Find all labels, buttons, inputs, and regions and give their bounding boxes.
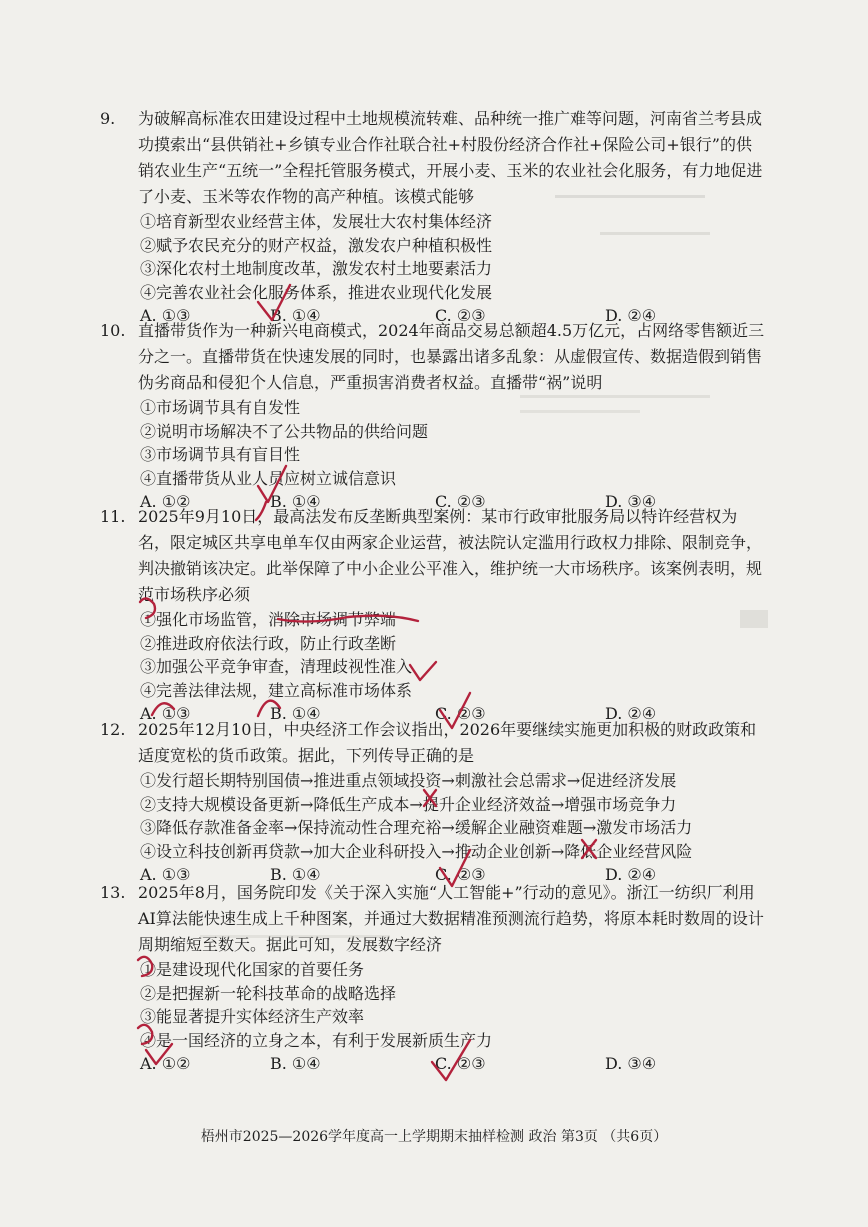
question-number: 13. xyxy=(100,883,126,902)
option-3: ③加强公平竞争审查，清理歧视性准入 xyxy=(140,657,413,676)
question-12 xyxy=(100,717,765,887)
option-2: ②赋予农民充分的财产权益，激发农户种植积极性 xyxy=(140,235,493,255)
question-stem xyxy=(100,717,765,769)
answer-choices xyxy=(140,1052,765,1076)
choice-a: A. ①② xyxy=(140,492,191,511)
choice-a: A. ①③ xyxy=(140,704,191,723)
option-3: ③能显著提升实体经济生产效率 xyxy=(140,1007,365,1026)
choice-c: C. ②③ xyxy=(435,704,486,723)
question-10 xyxy=(100,318,765,514)
question-stem xyxy=(100,504,765,608)
option-2: ②支持大规模设备更新→降低生产成本→提升企业经济效益→增强市场竞争力 xyxy=(140,794,677,814)
choice-d: D. ②④ xyxy=(605,865,657,884)
choice-c: C. ②③ xyxy=(435,492,486,511)
page-footer: 梧州市2025—2026学年度高一上学期期末抽样检测 政治 第3页 （共6页） xyxy=(200,1129,668,1145)
choice-b: B. ①④ xyxy=(270,492,321,511)
option-4: ④完善法律法规，建立高标准市场体系 xyxy=(140,680,413,700)
question-text: 2025年9月10日，最高法发布反垄断典型案例：某市行政审批服务局以特许经营权为名，限定城区共享电单车仅由两家企业运营，被法院认定滥用行政权力排除、限制竞争，判决撤销该决定。此举保障了中小企业公平准入，维护统一大市场秩序。该案例表明，规范市场秩序必须 xyxy=(138,507,763,604)
option-3: ③深化农村土地制度改革，激发农村土地要素活力 xyxy=(140,259,493,278)
option-1: ①市场调节具有自发性 xyxy=(140,398,301,417)
option-3: ③市场调节具有盲目性 xyxy=(140,445,301,464)
question-stem xyxy=(100,318,765,396)
question-stem xyxy=(100,106,765,210)
option-1: ①是建设现代化国家的首要任务 xyxy=(140,960,365,979)
choice-c: C. ②③ xyxy=(435,865,486,884)
question-number: 10. xyxy=(100,321,126,340)
choice-b: B. ①④ xyxy=(270,1054,321,1073)
choice-d: D. ②④ xyxy=(605,704,657,723)
choice-d: D. ③④ xyxy=(605,492,657,511)
choice-d: D. ②④ xyxy=(605,306,657,325)
option-4: ④设立科技创新再贷款→加大企业科研投入→推动企业创新→降低企业经营风险 xyxy=(140,841,693,861)
choice-a: A. ①③ xyxy=(140,865,191,884)
question-number: 9. xyxy=(100,109,116,128)
choice-b: B. ①④ xyxy=(270,306,321,325)
option-4: ④是一国经济的立身之本，有利于发展新质生产力 xyxy=(140,1030,493,1050)
question-text: 2025年12月10日，中央经济工作会议指出，2026年要继续实施更加积极的财政政策和适度宽松的货币政策。据此，下列传导正确的是 xyxy=(138,720,757,765)
question-text: 直播带货作为一种新兴电商模式，2024年商品交易总额超4.5万亿元，占网络零售额近三分之一。直播带货在快速发展的同时，也暴露出诸多乱象：从虚假宣传、数据造假到销售伪劣商品和侵犯个人信息，严重损害消费者权益。直播带“祸”说明 xyxy=(138,321,765,392)
choice-c: C. ②③ xyxy=(435,1054,486,1073)
option-1: ①培育新型农业经营主体，发展壮大农村集体经济 xyxy=(140,212,493,231)
option-3: ③降低存款准备金率→保持流动性合理充裕→缓解企业融资难题→激发市场活力 xyxy=(140,818,693,837)
question-11 xyxy=(100,504,765,726)
option-2: ②是把握新一轮科技革命的战略选择 xyxy=(140,983,397,1003)
choice-a: A. ①② xyxy=(140,1054,191,1073)
question-text: 2025年8月，国务院印发《关于深入实施“人工智能+”行动的意见》。浙江一纺织厂利用AI算法能快速生成上千种图案，并通过大数据精准预测流行趋势，将原本耗时数周的设计周期缩短至数天。据此可知，发展数字经济 xyxy=(138,883,764,954)
question-text: 为破解高标准农田建设过程中土地规模流转难、品种统一推广难等问题，河南省兰考县成功摸索出“县供销社+乡镇专业合作社联合社+村股份经济合作社+保险公司+银行”的供销农业生产“五统一”全程托管服务模式，开展小麦、玉米的农业社会化服务，有力地促进了小麦、玉米等农作物的高产种植。该模式能够 xyxy=(138,109,763,206)
choice-b: B. ①④ xyxy=(270,704,321,723)
option-4: ④完善农业社会化服务体系，推进农业现代化发展 xyxy=(140,282,493,302)
choice-b: B. ①④ xyxy=(270,865,321,884)
option-2: ②推进政府依法行政，防止行政垄断 xyxy=(140,633,397,653)
option-2: ②说明市场解决不了公共物品的供给问题 xyxy=(140,421,429,441)
option-1: ①发行超长期特别国债→推进重点领域投资→刺激社会总需求→促进经济发展 xyxy=(140,771,677,790)
option-4: ④直播带货从业人员应树立诚信意识 xyxy=(140,468,397,488)
option-1: ①强化市场监管，消除市场调节弊端 xyxy=(140,610,397,629)
question-number: 11. xyxy=(100,507,126,526)
choice-a: A. ①③ xyxy=(140,306,191,325)
question-13 xyxy=(100,880,765,1076)
choice-c: C. ②③ xyxy=(435,306,486,325)
question-9 xyxy=(100,106,765,328)
question-stem xyxy=(100,880,765,958)
choice-d: D. ③④ xyxy=(605,1054,657,1073)
question-number: 12. xyxy=(100,720,126,739)
